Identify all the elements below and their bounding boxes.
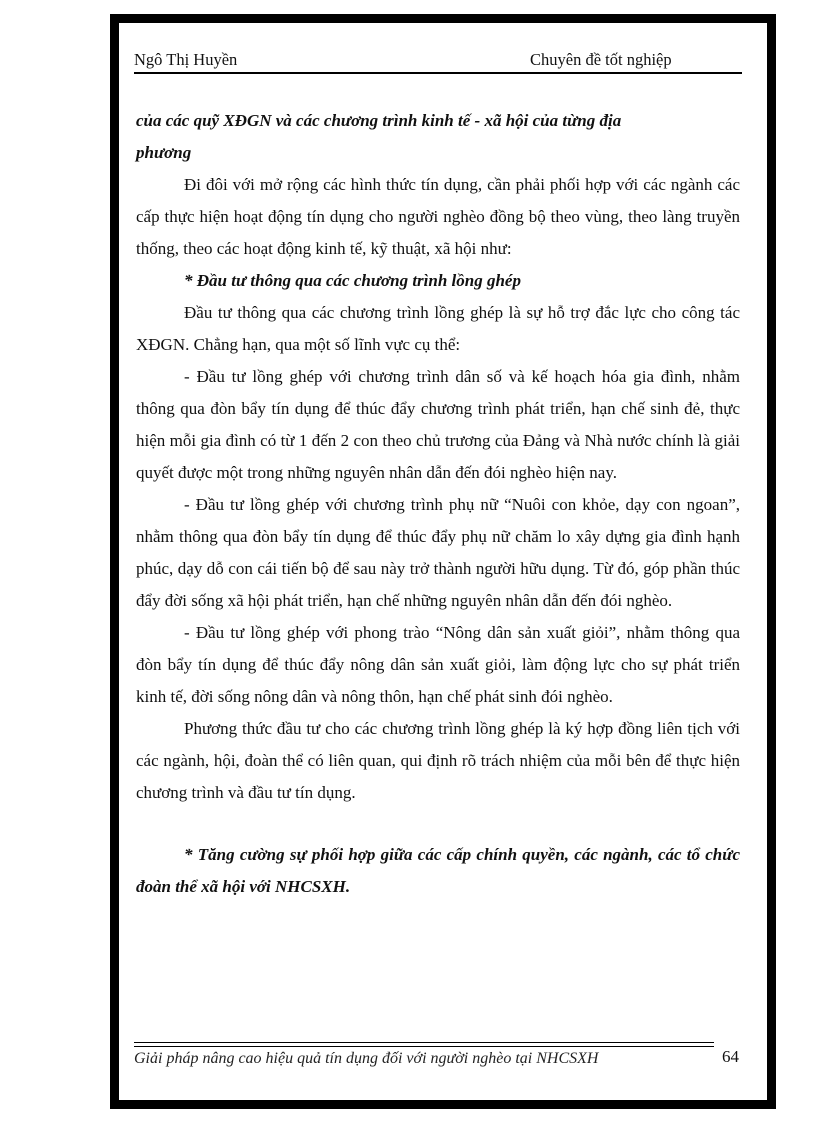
page-number: 64 bbox=[722, 1047, 739, 1066]
page-border-bottom bbox=[110, 1100, 776, 1109]
header-author: Ngô Thị Huyền bbox=[134, 50, 238, 69]
heading-line-1: của các quỹ XĐGN và các chương trình kinh tế - xã hội của từng địa bbox=[136, 111, 622, 130]
page-border-left bbox=[110, 14, 119, 1109]
paragraph-1: Đi đôi với mở rộng các hình thức tín dụng, cần phải phối hợp với các ngành các cấp thực hiện hoạt động tín dụng cho người nghèo đồng bộ theo vùng, theo làng truyền thống, theo các hoạt động kinh tế, kỹ thuật, xã hội như: bbox=[136, 175, 740, 258]
subheading-2: * Tăng cường sự phối hợp giữa các cấp chính quyền, các ngành, các tổ chức đoàn thể xã hội với NHCSXH. bbox=[136, 845, 740, 896]
page-border-top bbox=[110, 14, 776, 23]
header-rule bbox=[134, 72, 742, 74]
spacer bbox=[136, 809, 740, 839]
paragraph-2: Đầu tư thông qua các chương trình lồng ghép là sự hỗ trợ đắc lực cho công tác XĐGN. Chẳng hạn, qua một số lĩnh vực cụ thể: bbox=[136, 303, 740, 354]
document-body bbox=[136, 105, 740, 903]
paragraph-6: Phương thức đầu tư cho các chương trình lồng ghép là ký hợp đồng liên tịch với các ngành, hội, đoàn thể có liên quan, qui định rõ trách nhiệm của mỗi bên để thực hiện chương trình và đầu tư tín dụng. bbox=[136, 719, 740, 802]
heading-line-2: phương bbox=[136, 143, 192, 162]
section-heading-continued bbox=[136, 105, 740, 169]
subheading-1: * Đầu tư thông qua các chương trình lồng ghép bbox=[184, 271, 521, 290]
paragraph-3: - Đầu tư lồng ghép với chương trình dân số và kế hoạch hóa gia đình, nhằm thông qua đòn bẩy tín dụng để thúc đẩy chương trình phát triển, hạn chế sinh đẻ, thực hiện mỗi gia đình có từ 1 đến 2 con theo chủ trương của Đảng và Nhà nước chính là giải quyết được một trong những nguyên nhân dẫn đến đói nghèo hiện nay. bbox=[136, 367, 740, 482]
header-doc-type: Chuyên đề tốt nghiệp bbox=[530, 50, 672, 69]
footer-double-rule bbox=[134, 1042, 714, 1047]
paragraph-4: - Đầu tư lồng ghép với chương trình phụ nữ “Nuôi con khỏe, dạy con ngoan”, nhằm thông qua đòn bẩy tín dụng để thúc đẩy phụ nữ chăm lo xây dựng gia đình hạnh phúc, dạy dỗ con cái tiến bộ để sau này trở thành người hữu dụng. Từ đó, góp phần thúc đẩy đời sống xã hội phát triển, hạn chế những nguyên nhân dẫn đến đói nghèo. bbox=[136, 495, 740, 610]
paragraph-5: - Đầu tư lồng ghép với phong trào “Nông dân sản xuất giỏi”, nhằm thông qua đòn bẩy tín dụng để thúc đẩy nông dân sản xuất giỏi, làm động lực cho sự phát triển kinh tế, đời sống nông dân và nông thôn, hạn chế phát sinh đói nghèo. bbox=[136, 623, 740, 706]
page-footer bbox=[134, 1042, 742, 1082]
page-border-right bbox=[767, 14, 776, 1109]
footer-title: Giải pháp nâng cao hiệu quả tín dụng đối với người nghèo tại NHCSXH bbox=[134, 1050, 599, 1067]
page-header bbox=[134, 48, 742, 74]
